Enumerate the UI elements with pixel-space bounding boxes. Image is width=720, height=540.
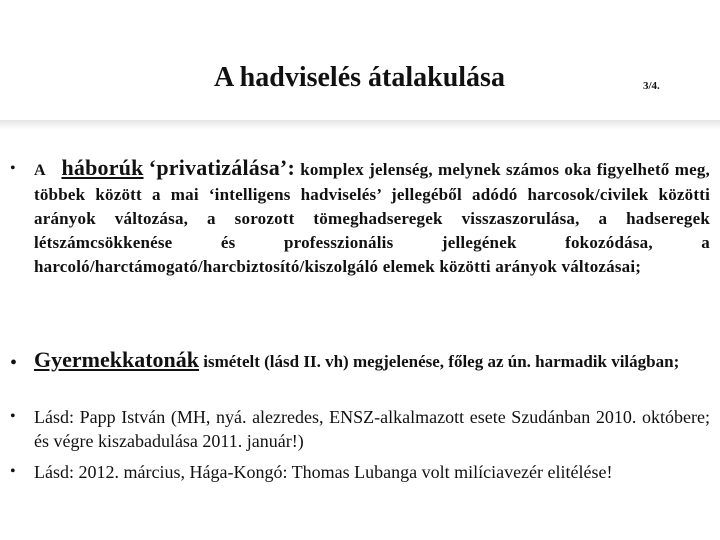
bullet-marker: • [10, 408, 16, 425]
bullet-underlined-term: háborúk [61, 155, 144, 180]
slide-header [0, 0, 720, 122]
bullet-text: komplex jelenség, melynek számos oka figyelhető meg, többek között a mai ‘intelligens hadviselés’ jellegéből adódó harcosok/civilek közötti arányok változása, a sorozott tömeghadseregek visszaszorulása, a hadseregek létszámcsökkenése és professzionális jellegének fokozódása, a harcoló/harctámogató/harcbiztosító/kiszolgáló elemek közötti arányok változásai; [34, 160, 710, 276]
bullet-text: ismételt (lásd II. vh) megjelenése, főleg az ún. harmadik világban; [203, 352, 680, 371]
bullet-lead: A [34, 162, 46, 179]
bullet-item-privatization [34, 156, 710, 279]
page-number: 3/4. [643, 80, 660, 92]
bullet-item-lubanga: Lásd: 2012. március, Hága-Kongó: Thomas Lubanga volt milíciavezér elitélése! [34, 462, 613, 482]
bullet-marker: • [10, 352, 18, 374]
bullet-item-child-soldiers [34, 347, 710, 375]
bullet-marker: • [10, 463, 16, 480]
bullet-quoted-term: ‘privatizálása’: [148, 155, 295, 180]
bullet-emphasis: Gyermekkatonák [34, 347, 199, 372]
header-divider [0, 120, 720, 130]
bullet-marker: • [10, 160, 16, 177]
slide-title: A hadviselés átalakulása [214, 62, 505, 93]
bullet-item-papp-istvan: Lásd: Papp István (MH, nyá. alezredes, ENSZ-alkalmazott esete Szudánban 2010. októbere; és végre kiszabadulása 2011. január!) [34, 407, 710, 451]
